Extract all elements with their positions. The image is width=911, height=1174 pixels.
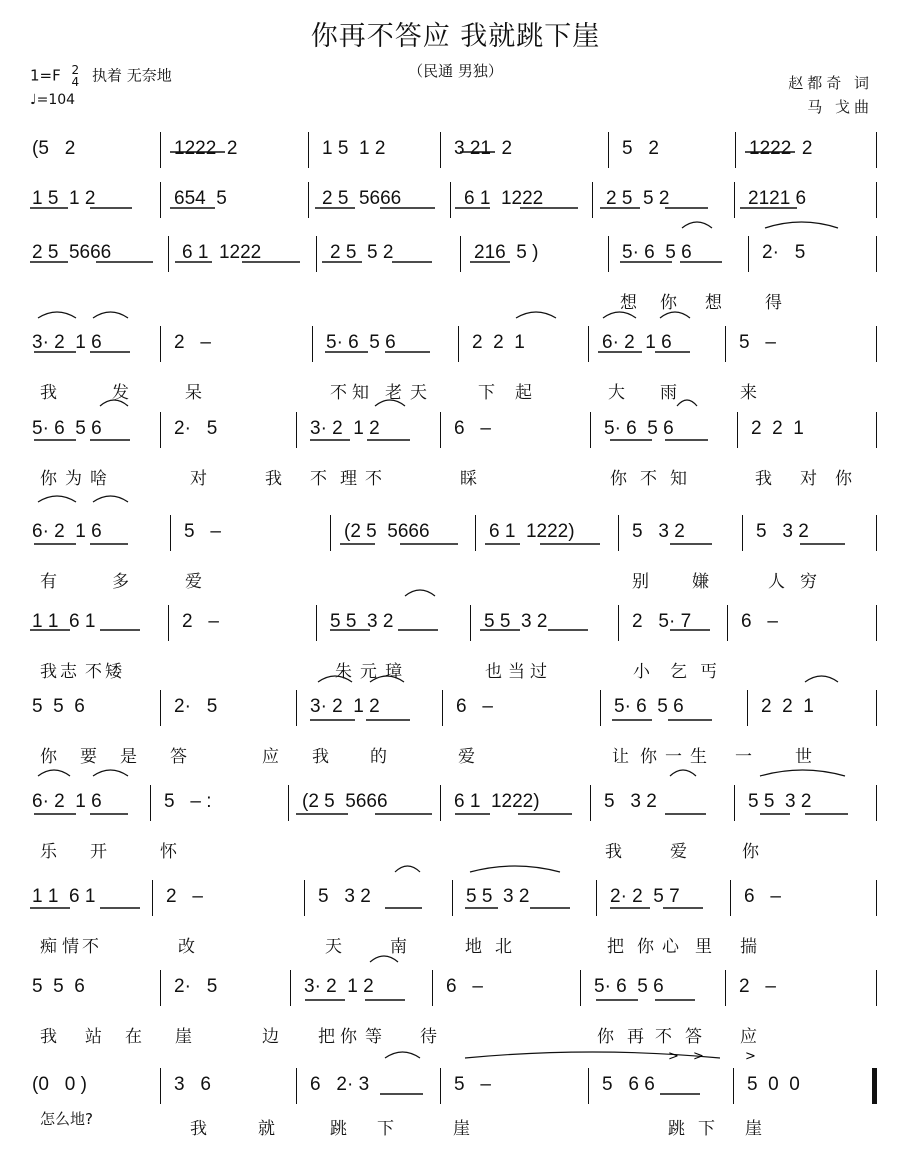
lyric-syllable: 一 <box>665 747 682 767</box>
measure-notes: 2· 2 5 7 <box>610 886 680 907</box>
lyric-syllable: 我 <box>40 662 57 682</box>
measure-notes: 2· 5 <box>174 696 218 717</box>
lyric-syllable: 你 <box>637 937 654 957</box>
slur-mark <box>677 400 697 406</box>
bar-line <box>160 970 161 1006</box>
lyric-syllable: 乐 <box>40 842 57 862</box>
bar-line <box>296 412 297 448</box>
bar-line <box>876 515 877 551</box>
bar-line <box>290 970 291 1006</box>
lyric-syllable: 在 <box>125 1027 142 1047</box>
tempo-mark: ♩=104 <box>30 92 76 108</box>
slur-mark <box>470 866 560 872</box>
bar-line <box>747 690 748 726</box>
bar-line <box>590 785 591 821</box>
lyric-syllable: 怀 <box>160 842 177 862</box>
measure-notes: 5 5 3 2 <box>484 611 548 632</box>
lyric-syllable: 不 <box>365 469 382 489</box>
measure-notes: 5 0 0 <box>747 1074 800 1095</box>
measure-notes: 654 5 <box>174 188 227 209</box>
lyric-syllable: 我 <box>312 747 329 767</box>
measure-notes: 5 5 3 2 <box>330 611 394 632</box>
measure-notes: 5· 6 5 6 <box>622 242 692 263</box>
lyric-syllable: 的 <box>370 747 387 767</box>
bar-line <box>442 690 443 726</box>
lyric-syllable: 知 <box>352 383 369 403</box>
bar-line <box>312 326 313 362</box>
lyric-syllable: 当 <box>508 662 525 682</box>
lyric-syllable: 要 <box>80 747 97 767</box>
lyric-syllable: 崖 <box>745 1119 762 1139</box>
measure-notes: 5· 6 5 6 <box>604 418 674 439</box>
measure-notes: 5 3 2 <box>632 521 685 542</box>
bar-line <box>475 515 476 551</box>
lyric-syllable: 崖 <box>175 1027 192 1047</box>
measure-notes: (2 5 5666 <box>302 791 388 812</box>
measure-notes: 5· 6 5 6 <box>326 332 396 353</box>
slur-mark <box>93 312 128 318</box>
bar-line <box>608 132 609 168</box>
expression-mark: 执着 无奈地 <box>91 66 172 85</box>
lyric-syllable: 朱 <box>335 662 352 682</box>
lyric-syllable: 怎么地? <box>40 1110 93 1128</box>
bar-line <box>876 1068 877 1104</box>
measure-notes: 2 – <box>166 886 203 907</box>
measure-notes: 5 5 3 2 <box>466 886 530 907</box>
measure-notes: 2 2 1 <box>472 332 525 353</box>
bar-line <box>608 236 609 272</box>
lyric-syllable: 是 <box>120 747 137 767</box>
slur-mark <box>38 496 76 502</box>
bar-line <box>876 236 877 272</box>
slur-mark <box>93 496 128 502</box>
measure-notes: 2 5 5 2 <box>606 188 670 209</box>
measure-notes: 3 6 <box>174 1074 211 1095</box>
bar-line <box>170 515 171 551</box>
lyric-syllable: 待 <box>420 1027 437 1047</box>
time-signature <box>72 64 80 88</box>
measure-notes: 2 – <box>182 611 219 632</box>
measure-notes: 5 5 6 <box>32 696 85 717</box>
measure-notes: 6 – <box>446 976 483 997</box>
bar-line <box>876 970 877 1006</box>
lyric-syllable: 答 <box>685 1027 702 1047</box>
measure-notes: 5 – <box>454 1074 491 1095</box>
lyric-syllable: 开 <box>90 842 107 862</box>
lyric-syllable: 下 <box>377 1119 394 1139</box>
measure-notes: 5 5 3 2 <box>748 791 812 812</box>
lyric-syllable: 心 <box>662 937 679 957</box>
lyric-syllable: 应 <box>740 1027 757 1047</box>
lyric-syllable: 小 <box>633 662 650 682</box>
lyric-syllable: 你 <box>597 1027 614 1047</box>
lyric-syllable: 得 <box>765 293 782 313</box>
bar-line <box>160 412 161 448</box>
bar-line <box>160 182 161 218</box>
lyric-syllable: 地 <box>465 937 482 957</box>
bar-line <box>330 515 331 551</box>
lyric-syllable: 世 <box>795 747 812 767</box>
measure-notes: 2 5 5666 <box>322 188 402 209</box>
lyric-syllable: 把 <box>607 937 624 957</box>
lyric-syllable: 我 <box>40 1027 57 1047</box>
bar-line <box>288 785 289 821</box>
measure-notes: 6 1 1222) <box>454 791 540 812</box>
slur-mark <box>465 1052 720 1058</box>
slur-mark <box>760 770 845 776</box>
lyric-syllable: 不 <box>330 383 347 403</box>
slur-mark <box>93 770 128 776</box>
measure-notes: 1 1 6 1 <box>32 886 96 907</box>
lyric-syllable: 嫌 <box>692 572 709 592</box>
lyric-syllable: 呆 <box>185 383 202 403</box>
lyric-syllable: 想 <box>705 293 722 313</box>
accent-mark: > <box>745 1049 756 1064</box>
bar-line <box>150 785 151 821</box>
bar-line <box>588 326 589 362</box>
measure-notes: (2 5 5666 <box>344 521 430 542</box>
measure-notes: 6· 2 1 6 <box>602 332 672 353</box>
lyricist-credit: 赵都奇 词 <box>788 74 873 92</box>
lyric-syllable: 你 <box>340 1027 357 1047</box>
lyric-syllable: 我 <box>40 383 57 403</box>
bar-line <box>304 880 305 916</box>
measure-notes: 6 1 1222) <box>489 521 575 542</box>
bar-line <box>450 182 451 218</box>
lyric-syllable: 你 <box>742 842 759 862</box>
lyric-syllable: 揣 <box>740 937 757 957</box>
measure-notes: 2· 5 <box>174 976 218 997</box>
bar-line <box>618 605 619 641</box>
measure-notes: 5 2 <box>622 138 659 159</box>
lyric-syllable: 不 <box>310 469 327 489</box>
measure-notes: 6 1 1222 <box>464 188 544 209</box>
lyric-syllable: 大 <box>608 383 625 403</box>
bar-line <box>876 690 877 726</box>
slur-mark <box>38 312 76 318</box>
measure-notes: 3 21 2 <box>454 138 513 159</box>
lyric-syllable: 我 <box>190 1119 207 1139</box>
measure-notes: 5 5 6 <box>32 976 85 997</box>
song-subtitle: （民通 男独） <box>408 62 503 80</box>
measure-notes: 5 3 2 <box>604 791 657 812</box>
bar-line <box>160 326 161 362</box>
lyric-syllable: 边 <box>262 1027 279 1047</box>
measure-notes: 6 – <box>744 886 781 907</box>
bar-line <box>876 785 877 821</box>
bar-line <box>600 690 601 726</box>
lyric-syllable: 再 <box>627 1027 644 1047</box>
lyric-syllable: 发 <box>112 383 129 403</box>
lyric-syllable: 下 <box>698 1119 715 1139</box>
lyric-syllable: 我 <box>605 842 622 862</box>
bar-line <box>308 132 309 168</box>
bar-line <box>876 412 877 448</box>
bar-line <box>316 236 317 272</box>
bar-line <box>727 605 728 641</box>
measure-notes: 2 2 1 <box>751 418 804 439</box>
measure-notes: 5 – <box>184 521 221 542</box>
bar-line <box>725 326 726 362</box>
bar-line <box>876 880 877 916</box>
lyric-syllable: 穷 <box>800 572 817 592</box>
lyric-syllable: 也 <box>485 662 502 682</box>
lyric-syllable: 不 <box>85 662 102 682</box>
slur-mark <box>385 1052 420 1058</box>
lyric-syllable: 元 <box>360 662 377 682</box>
measure-notes: 2 5 5666 <box>32 242 112 263</box>
key-signature <box>30 64 172 88</box>
lyric-syllable: 人 <box>768 572 785 592</box>
lyric-syllable: 应 <box>262 747 279 767</box>
lyric-syllable: 别 <box>632 572 649 592</box>
lyric-syllable: 里 <box>695 937 712 957</box>
lyric-syllable: 来 <box>740 383 757 403</box>
bar-line <box>588 1068 589 1104</box>
lyric-syllable: 下 <box>478 383 495 403</box>
lyric-syllable: 乞 <box>670 662 687 682</box>
lyric-syllable: 我 <box>265 469 282 489</box>
measure-notes: 6 2· 3 <box>310 1074 370 1095</box>
measure-notes: 1222 2 <box>174 138 238 159</box>
lyric-syllable: 有 <box>40 572 57 592</box>
lyric-syllable: 你 <box>660 293 677 313</box>
measure-notes: 2 – <box>174 332 211 353</box>
bar-line <box>440 785 441 821</box>
measure-notes: 1 1 6 1 <box>32 611 96 632</box>
slur-mark <box>682 222 712 228</box>
measure-notes: (5 2 <box>32 138 76 159</box>
measure-notes: 6 – <box>456 696 493 717</box>
lyric-syllable: 一 <box>735 747 752 767</box>
lyric-syllable: 睬 <box>460 469 477 489</box>
time-top: 2 <box>71 63 80 77</box>
lyric-syllable: 就 <box>258 1119 275 1139</box>
bar-line <box>725 970 726 1006</box>
bar-line <box>168 605 169 641</box>
lyric-syllable: 志 <box>60 662 77 682</box>
lyric-syllable: 对 <box>800 469 817 489</box>
lyric-syllable: 答 <box>170 747 187 767</box>
bar-line <box>734 785 735 821</box>
measure-notes: 2 5· 7 <box>632 611 692 632</box>
measure-notes: 5· 6 5 6 <box>614 696 684 717</box>
lyric-syllable: 知 <box>670 469 687 489</box>
lyric-syllable: 矮 <box>105 662 122 682</box>
slur-mark <box>516 312 556 318</box>
measure-notes: 3· 2 1 2 <box>304 976 374 997</box>
bar-line <box>470 605 471 641</box>
slur-mark <box>765 222 838 228</box>
lyric-syllable: 你 <box>835 469 852 489</box>
bar-line <box>748 236 749 272</box>
composer-credit: 马 戈曲 <box>807 98 873 116</box>
lyric-syllable: 情 <box>62 937 79 957</box>
song-title: 你再不答应 我就跳下崖 <box>310 21 601 52</box>
lyric-syllable: 改 <box>178 937 195 957</box>
bar-line <box>742 515 743 551</box>
lyric-syllable: 过 <box>530 662 547 682</box>
lyric-syllable: 不 <box>82 937 99 957</box>
slur-mark <box>805 676 838 682</box>
slur-mark <box>405 590 435 596</box>
measure-notes: 2 5 5 2 <box>330 242 394 263</box>
bar-line <box>308 182 309 218</box>
measure-notes: 6· 2 1 6 <box>32 791 102 812</box>
time-bottom: 4 <box>71 75 80 89</box>
measure-notes: 1 5 1 2 <box>32 188 96 209</box>
measure-notes: 5 3 2 <box>318 886 371 907</box>
measure-notes: 6· 2 1 6 <box>32 521 102 542</box>
bar-line <box>592 182 593 218</box>
lyric-syllable: 天 <box>410 383 427 403</box>
lyric-syllable: 不 <box>655 1027 672 1047</box>
lyric-syllable: 爱 <box>458 747 475 767</box>
slur-mark <box>395 866 420 872</box>
bar-line <box>735 132 736 168</box>
measure-notes: 5 6 6 <box>602 1074 655 1095</box>
bar-line <box>452 880 453 916</box>
bar-line <box>432 970 433 1006</box>
bar-line <box>734 182 735 218</box>
lyric-syllable: 爱 <box>185 572 202 592</box>
measure-notes: 1 5 1 2 <box>322 138 386 159</box>
bar-line <box>168 236 169 272</box>
lyric-syllable: 起 <box>515 383 532 403</box>
bar-line <box>876 326 877 362</box>
bar-line <box>876 182 877 218</box>
lyric-syllable: 你 <box>610 469 627 489</box>
measure-notes: 6 – <box>454 418 491 439</box>
lyric-syllable: 你 <box>40 469 57 489</box>
lyric-syllable: 为 <box>65 469 82 489</box>
measure-notes: 5 3 2 <box>756 521 809 542</box>
measure-notes: 2121 6 <box>748 188 807 209</box>
measure-notes: 5 – <box>739 332 776 353</box>
measure-notes: 3· 2 1 2 <box>310 418 380 439</box>
lyric-syllable: 爱 <box>670 842 687 862</box>
lyric-syllable: 南 <box>390 937 407 957</box>
lyric-syllable: 理 <box>340 469 357 489</box>
measure-notes: 6 1 1222 <box>182 242 262 263</box>
lyric-syllable: 想 <box>620 293 637 313</box>
measure-notes: 1222 2 <box>749 138 813 159</box>
lyric-syllable: 多 <box>112 572 129 592</box>
bar-line <box>876 605 877 641</box>
bar-line <box>460 236 461 272</box>
bar-line <box>618 515 619 551</box>
lyric-syllable: 站 <box>85 1027 102 1047</box>
lyric-syllable: 北 <box>495 937 512 957</box>
measure-notes: 5· 6 5 6 <box>32 418 102 439</box>
bar-line <box>160 1068 161 1104</box>
measure-notes: 2· 5 <box>762 242 806 263</box>
lyric-syllable: 崖 <box>453 1119 470 1139</box>
bar-line <box>440 1068 441 1104</box>
bar-line <box>296 690 297 726</box>
bar-line <box>152 880 153 916</box>
bar-line <box>596 880 597 916</box>
bar-line <box>316 605 317 641</box>
bar-line <box>590 412 591 448</box>
lyric-syllable: 你 <box>640 747 657 767</box>
accent-mark: > <box>668 1049 679 1064</box>
lyric-syllable: 对 <box>190 469 207 489</box>
measure-notes: 2 – <box>739 976 776 997</box>
measure-notes: 2 2 1 <box>761 696 814 717</box>
lyric-syllable: 痴 <box>40 937 57 957</box>
bar-line <box>458 326 459 362</box>
measure-notes: 5 – : <box>164 791 212 812</box>
measure-notes: 5· 6 5 6 <box>594 976 664 997</box>
lyric-syllable: 啥 <box>90 469 107 489</box>
key-label: 1=F <box>30 66 61 85</box>
lyric-syllable: 跳 <box>330 1119 347 1139</box>
bar-line <box>730 880 731 916</box>
bar-line <box>580 970 581 1006</box>
lyric-syllable: 把 <box>318 1027 335 1047</box>
bar-line <box>160 690 161 726</box>
bar-line <box>440 412 441 448</box>
measure-notes: 3· 2 1 6 <box>32 332 102 353</box>
lyric-syllable: 不 <box>640 469 657 489</box>
bar-line <box>296 1068 297 1104</box>
lyric-syllable: 璋 <box>385 662 402 682</box>
lyric-syllable: 天 <box>325 937 342 957</box>
bar-line <box>737 412 738 448</box>
bar-line <box>440 132 441 168</box>
accent-mark: > <box>693 1049 704 1064</box>
lyric-syllable: 我 <box>755 469 772 489</box>
lyric-syllable: 等 <box>365 1027 382 1047</box>
bar-line <box>876 132 877 168</box>
lyric-syllable: 跳 <box>668 1119 685 1139</box>
measure-notes: 216 5 ) <box>474 242 539 263</box>
lyric-syllable: 你 <box>40 747 57 767</box>
lyric-syllable: 雨 <box>660 383 677 403</box>
lyric-syllable: 生 <box>690 747 707 767</box>
slur-mark <box>38 770 70 776</box>
lyric-syllable: 丐 <box>700 662 717 682</box>
bar-line <box>733 1068 734 1104</box>
lyric-syllable: 让 <box>612 747 629 767</box>
measure-notes: 6 – <box>741 611 778 632</box>
measure-notes: 2· 5 <box>174 418 218 439</box>
slur-mark <box>670 770 696 776</box>
bar-line <box>160 132 161 168</box>
measure-notes: (0 0 ) <box>32 1074 87 1095</box>
measure-notes: 3· 2 1 2 <box>310 696 380 717</box>
lyric-syllable: 老 <box>385 383 402 403</box>
